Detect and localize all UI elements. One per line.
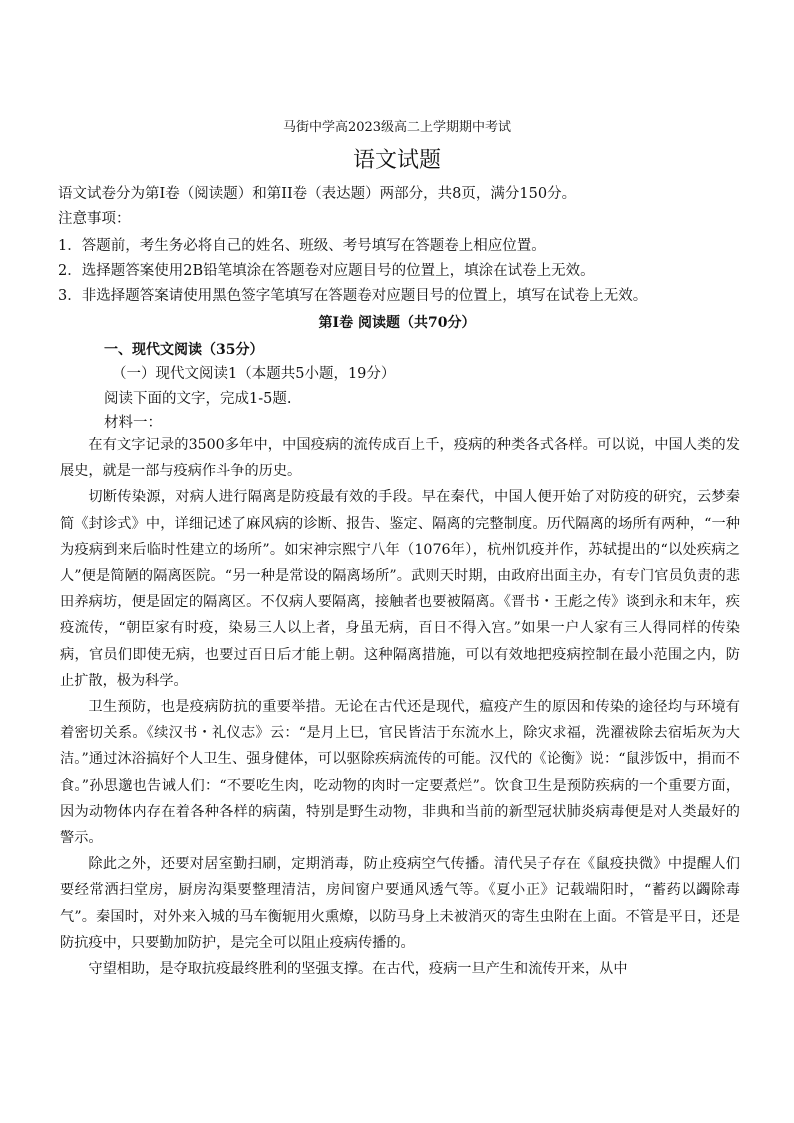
material-label: 材料一： [104, 415, 162, 431]
notice-item-2: 2．选择题答案使用2B铅笔填涂在答题卷对应题目号的位置上，填涂在试卷上无效。 [58, 263, 595, 279]
article-paragraph-5: 守望相助，是夺取抗疫最终胜利的坚强支撑。在古代，疫病一旦产生和流传开来，从中 [88, 961, 628, 978]
reading-article [60, 432, 740, 982]
page-title: 语文试题 [352, 148, 441, 173]
notice-heading: 注意事项： [58, 211, 131, 227]
article-paragraph-1: 在有文字记录的3500多年中，中国疫病的流传成百上千，疫病的种类各式各样。可以说，中国人类的发展史，就是一部与疫病作斗争的历史。 [60, 437, 740, 480]
reading-instruction: 阅读下面的文字，完成1-5题. [104, 391, 292, 407]
article-paragraph-4: 除此之外，还要对居室勤扫刷，定期消毒，防止疫病空气传播。清代吴子存在《鼠疫抉微》中提醒人们要经常洒扫堂房，厨房沟渠要整理清洁，房间窗户要通风透气等。《夏小正》记载端阳时，“蓄药以蠲除毒气”。秦国时，对外来入城的马车衡轭用火熏燎，以防马身上未被消灭的寄生虫附在上面。不管是平日，还是防抗疫中，只要勤加防护，是完全可以阻止疫病传播的。 [60, 856, 740, 951]
notice-item-1: 1．答题前，考生务必将自己的姓名、班级、考号填写在答题卷上相应位置。 [58, 238, 546, 254]
subsection1-heading: （一）现代文阅读1（本题共5小题，19分） [112, 366, 396, 382]
part1-heading: 第I卷 阅读题（共70分） [318, 315, 476, 331]
exam-intro: 语文试卷分为第I卷（阅读题）和第II卷（表达题）两部分，共8页，满分150分。 [58, 186, 577, 202]
notice-item-3: 3．非选择题答案请使用黑色签字笔填写在答题卷对应题目号的位置上，填写在试卷上无效。 [58, 288, 648, 304]
section1-heading: 一、现代文阅读（35分） [104, 342, 264, 358]
school-exam-line: 马街中学高2023级高二上学期期中考试 [282, 120, 512, 135]
article-paragraph-3: 卫生预防，也是疫病防抗的重要举措。无论在古代还是现代，瘟疫产生的原因和传染的途径均与环境有着密切关系。《续汉书・礼仪志》云：“是月上巳，官民皆洁于东流水上，除灾求福，洗濯祓除去宿垢灰为大洁。”通过沐浴搞好个人卫生、强身健体，可以驱除疾病流传的可能。汉代的《论衡》说：“鼠涉饭中，捐而不食。”孙思邈也告诫人们：“不要吃生肉，吃动物的肉时一定要煮烂”。饮食卫生是预防疾病的一个重要方面，因为动物体内存在着各种各样的病菌，特别是野生动物，非典和当前的新型冠状肺炎病毒便是对人类最好的警示。 [60, 699, 740, 847]
article-paragraph-2: 切断传染源，对病人进行隔离是防疫最有效的手段。早在秦代，中国人便开始了对防疫的研究，云梦秦简《封诊式》中，详细记述了麻风病的诊断、报告、鉴定、隔离的完整制度。历代隔离的场所有两种，“一种为疫病到来后临时性建立的场所”。如宋神宗熙宁八年（1076年），杭州饥疫并作，苏轼提出的“以处疾病之人”便是简陋的隔离医院。“另一种是常设的隔离场所”。武则天时期，由政府出面主办，有专门官员负责的悲田养病坊，便是固定的隔离区。不仅病人要隔离，接触者也要被隔离。《晋书・王彪之传》谈到永和末年，疾疫流传，“朝臣家有时疫，染易三人以上者，身虽无病，百日不得入宫。”如果一户人家有三人得同样的传染病，官员们即使无病，也要过百日后才能上朝。这种隔离措施，可以有效地把疫病控制在最小范围之内，防止扩散，极为科学。 [60, 489, 740, 689]
